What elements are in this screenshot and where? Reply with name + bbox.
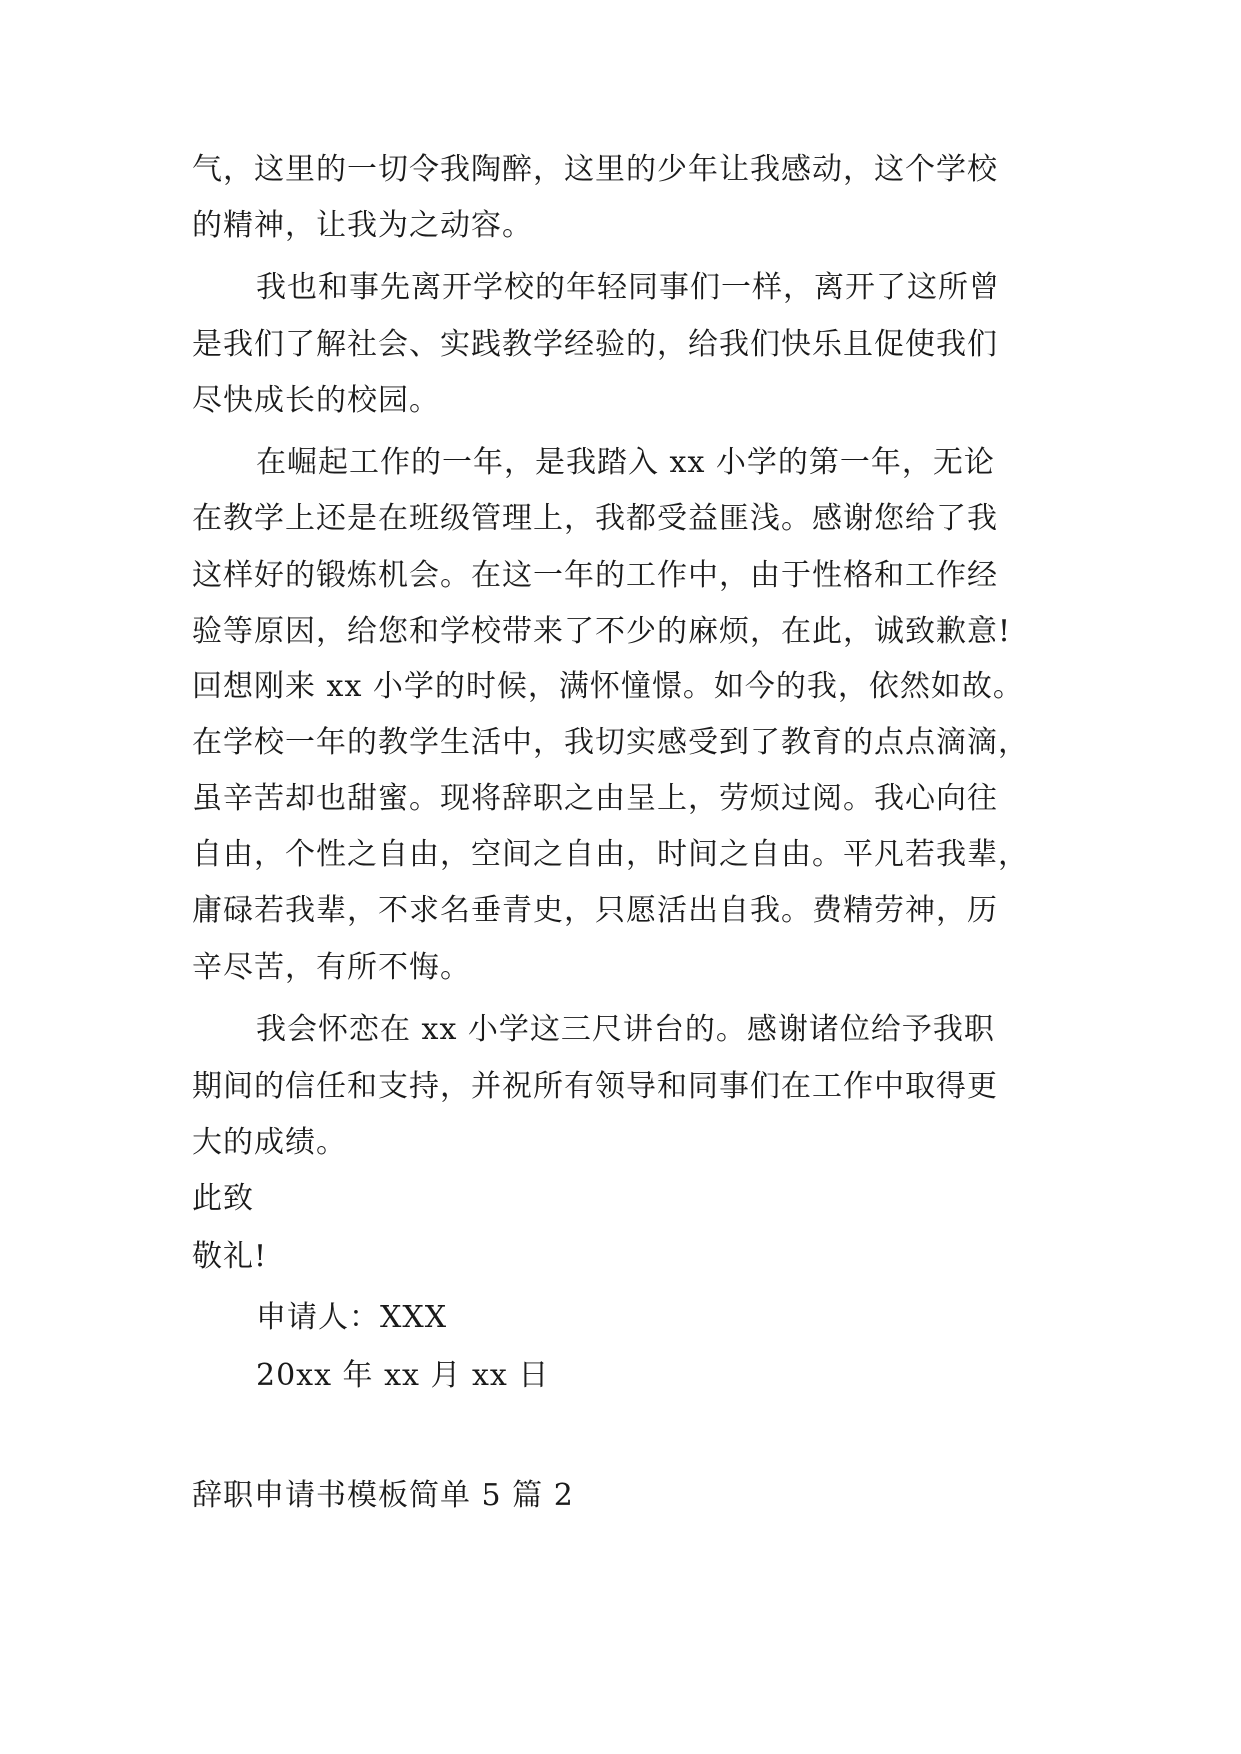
text-line: 在学校一年的教学生活中，我切实感受到了教育的点点滴滴， <box>192 725 1029 760</box>
text-line: 虽辛苦却也甜蜜。现将辞职之由呈上，劳烦过阅。我心向往 <box>192 781 998 816</box>
paragraph-first-line: 在崛起工作的一年，是我踏入 xx 小学的第一年，无论 <box>256 445 995 480</box>
text-line: 期间的信任和支持，并祝所有领导和同事们在工作中取得更 <box>192 1069 998 1104</box>
text-line: 回想刚来 xx 小学的时候，满怀憧憬。如今的我，依然如故。 <box>192 669 1024 704</box>
text-line: 庸碌若我辈，不求名垂青史，只愿活出自我。费精劳神，历 <box>192 893 998 928</box>
closing-regards: 敬礼! <box>192 1239 268 1274</box>
text-line: 尽快成长的校园。 <box>192 383 440 418</box>
text-line: 这样好的锻炼机会。在这一年的工作中，由于性格和工作经 <box>192 558 998 593</box>
date-line: 20xx 年 xx 月 xx 日 <box>256 1358 550 1393</box>
section-heading: 辞职申请书模板简单 5 篇 2 <box>192 1478 574 1513</box>
text-line: 大的成绩。 <box>192 1125 347 1160</box>
text-line: 在教学上还是在班级管理上，我都受益匪浅。感谢您给了我 <box>192 501 998 536</box>
paragraph-first-line: 我也和事先离开学校的年轻同事们一样，离开了这所曾 <box>256 270 1000 305</box>
text-line: 是我们了解社会、实践教学经验的，给我们快乐且促使我们 <box>192 327 998 362</box>
text-line: 的精神，让我为之动容。 <box>192 208 533 243</box>
text-line: 自由，个性之自由，空间之自由，时间之自由。平凡若我辈， <box>192 837 1029 872</box>
text-line: 气，这里的一切令我陶醉，这里的少年让我感动，这个学校 <box>192 152 998 187</box>
closing-salutation: 此致 <box>192 1181 254 1216</box>
text-line: 验等原因，给您和学校带来了不少的麻烦，在此，诚致歉意! <box>192 614 1012 649</box>
applicant-line: 申请人：XXX <box>256 1300 448 1335</box>
text-line: 辛尽苦，有所不悔。 <box>192 950 471 985</box>
paragraph-first-line: 我会怀恋在 xx 小学这三尺讲台的。感谢诸位给予我职 <box>256 1012 995 1047</box>
